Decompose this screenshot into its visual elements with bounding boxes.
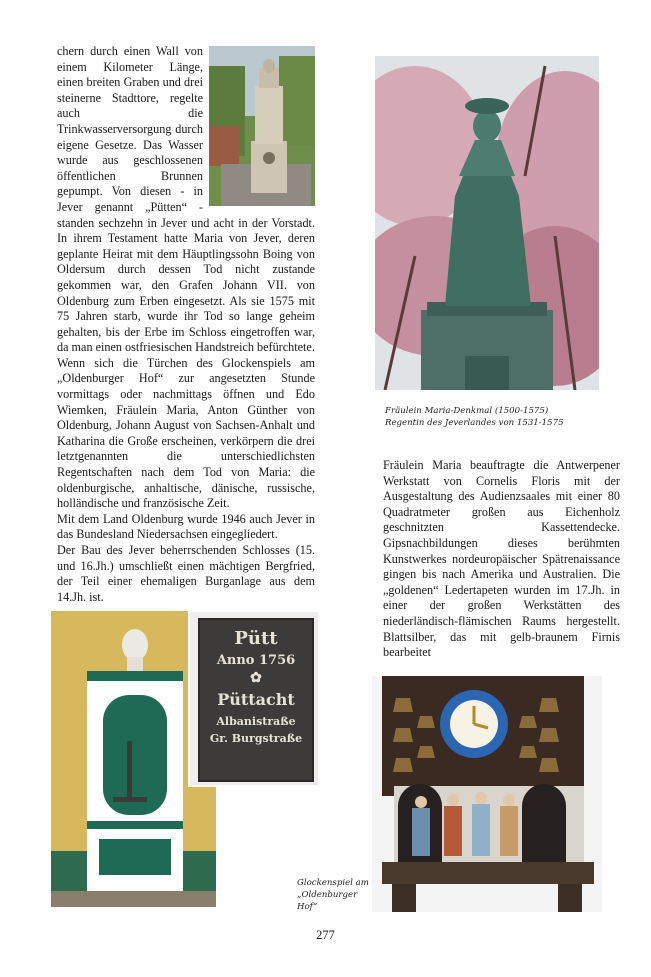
glockenspiel-caption-line1: Glockenspiel am [297,878,369,888]
page-number: 277 [316,928,335,942]
glockenspiel-caption [297,877,372,913]
putt-plaque-photo [190,612,318,785]
right-text-column [383,458,620,661]
well-monument-photo [209,46,315,206]
plaque-line4: Albanistraße [216,715,296,728]
plaque-line3: Püttacht [217,690,295,709]
statue-caption-line1: Fräulein Maria-Denkmal (1500-1575) [385,406,549,416]
left-paragraph-4: Der Bau des Jever beherrschenden Schlosses (15. und 16.Jh.) umschließt einen mächtigen Bergfried, der Teil einer ehemaligen Burganlage aus dem 14.Jh. ist. [57,543,315,604]
right-paragraph-1: Fräulein Maria beauftragte die Antwerpener Werkstatt von Cornelis Floris mit der Ausgestaltung des Audienzsaales mit einer 80 Quadratmeter großen aus Eichenholz geschnitzten Kassettendecke. Gipsnachbildungen dieses berühmten Kunstwerkes nordeuropäischer Spätrenaissance gingen bis nach Amerika und Australien. Die „goldenen“ Ledertapeten wurden im 17.Jh. in einer der großen Werkstätten des niederländisch-flämischen Raums hergestellt. Blattsilber, das mit gelb-braunem Firnis bearbeitet [383,458,620,660]
left-paragraph-1: chern durch einen Wall von einem Kilometer Länge, einen breiten Graben und drei steinerne Stadttore, regelte auch die Trinkwasserversorgung durch eigene Gesetze. Das Wasser wurde aus geschlossenen öffentlichen Brunnen gepumpt. Von diesen - in Jever genannt „Pütten“ - standen sechzehn in Jever und acht in der Vorstadt. In ihrem Testament hatte Maria von Jever, deren geplante Heirat mit dem Häuptlingssohn Boing von Oldersum durch dessen Tod nicht zustande gekommen war, den Grafen Johann VII. von Oldenburg zum Erben eingesetzt. Als sie 1575 mit 75 Jahren starb, wurde ihr Tod so lange geheim gehalten, bis der Erbe im Schloss eingetroffen war, da man einen ostfriesischen Handstreich befürchtete. [57,44,315,355]
plaque-line2: Anno 1756 [216,653,296,668]
statue-caption [385,405,564,429]
statue-photo [375,56,599,390]
glockenspiel-photo [372,676,602,912]
statue-caption-line2: Regentin des Jeverlandes von 1531-1575 [385,418,564,428]
left-text-column [57,44,315,605]
plaque-line1: Pütt [234,628,278,649]
left-paragraph-2: Wenn sich die Türchen des Glockenspiels am „Oldenburger Hof“ zur angesetzten Stunde vormittags oder nachmittags öffnen und Edo Wiemken, Fräulein Maria, Anton Günther von Oldenburg, Johann August von Sachsen-Anhalt und Katharina die Große erscheinen, verkörpern die drei letztgenannten die unterschiedlichsten Regentschaften nach dem Tod von Maria: die oldenburgische, anhaltische, dänische, russische, holländische und französische Zeit. [57,355,315,511]
flower-icon: ✿ [250,670,262,686]
left-paragraph-3: Mit dem Land Oldenburg wurde 1946 auch Jever in das Bundesland Niedersachsen eingegliedert. [57,511,315,542]
glockenspiel-caption-line2: „Oldenburger Hof“ [297,890,358,912]
plaque-board [198,618,314,782]
plaque-line5: Gr. Burgstraße [209,732,303,745]
